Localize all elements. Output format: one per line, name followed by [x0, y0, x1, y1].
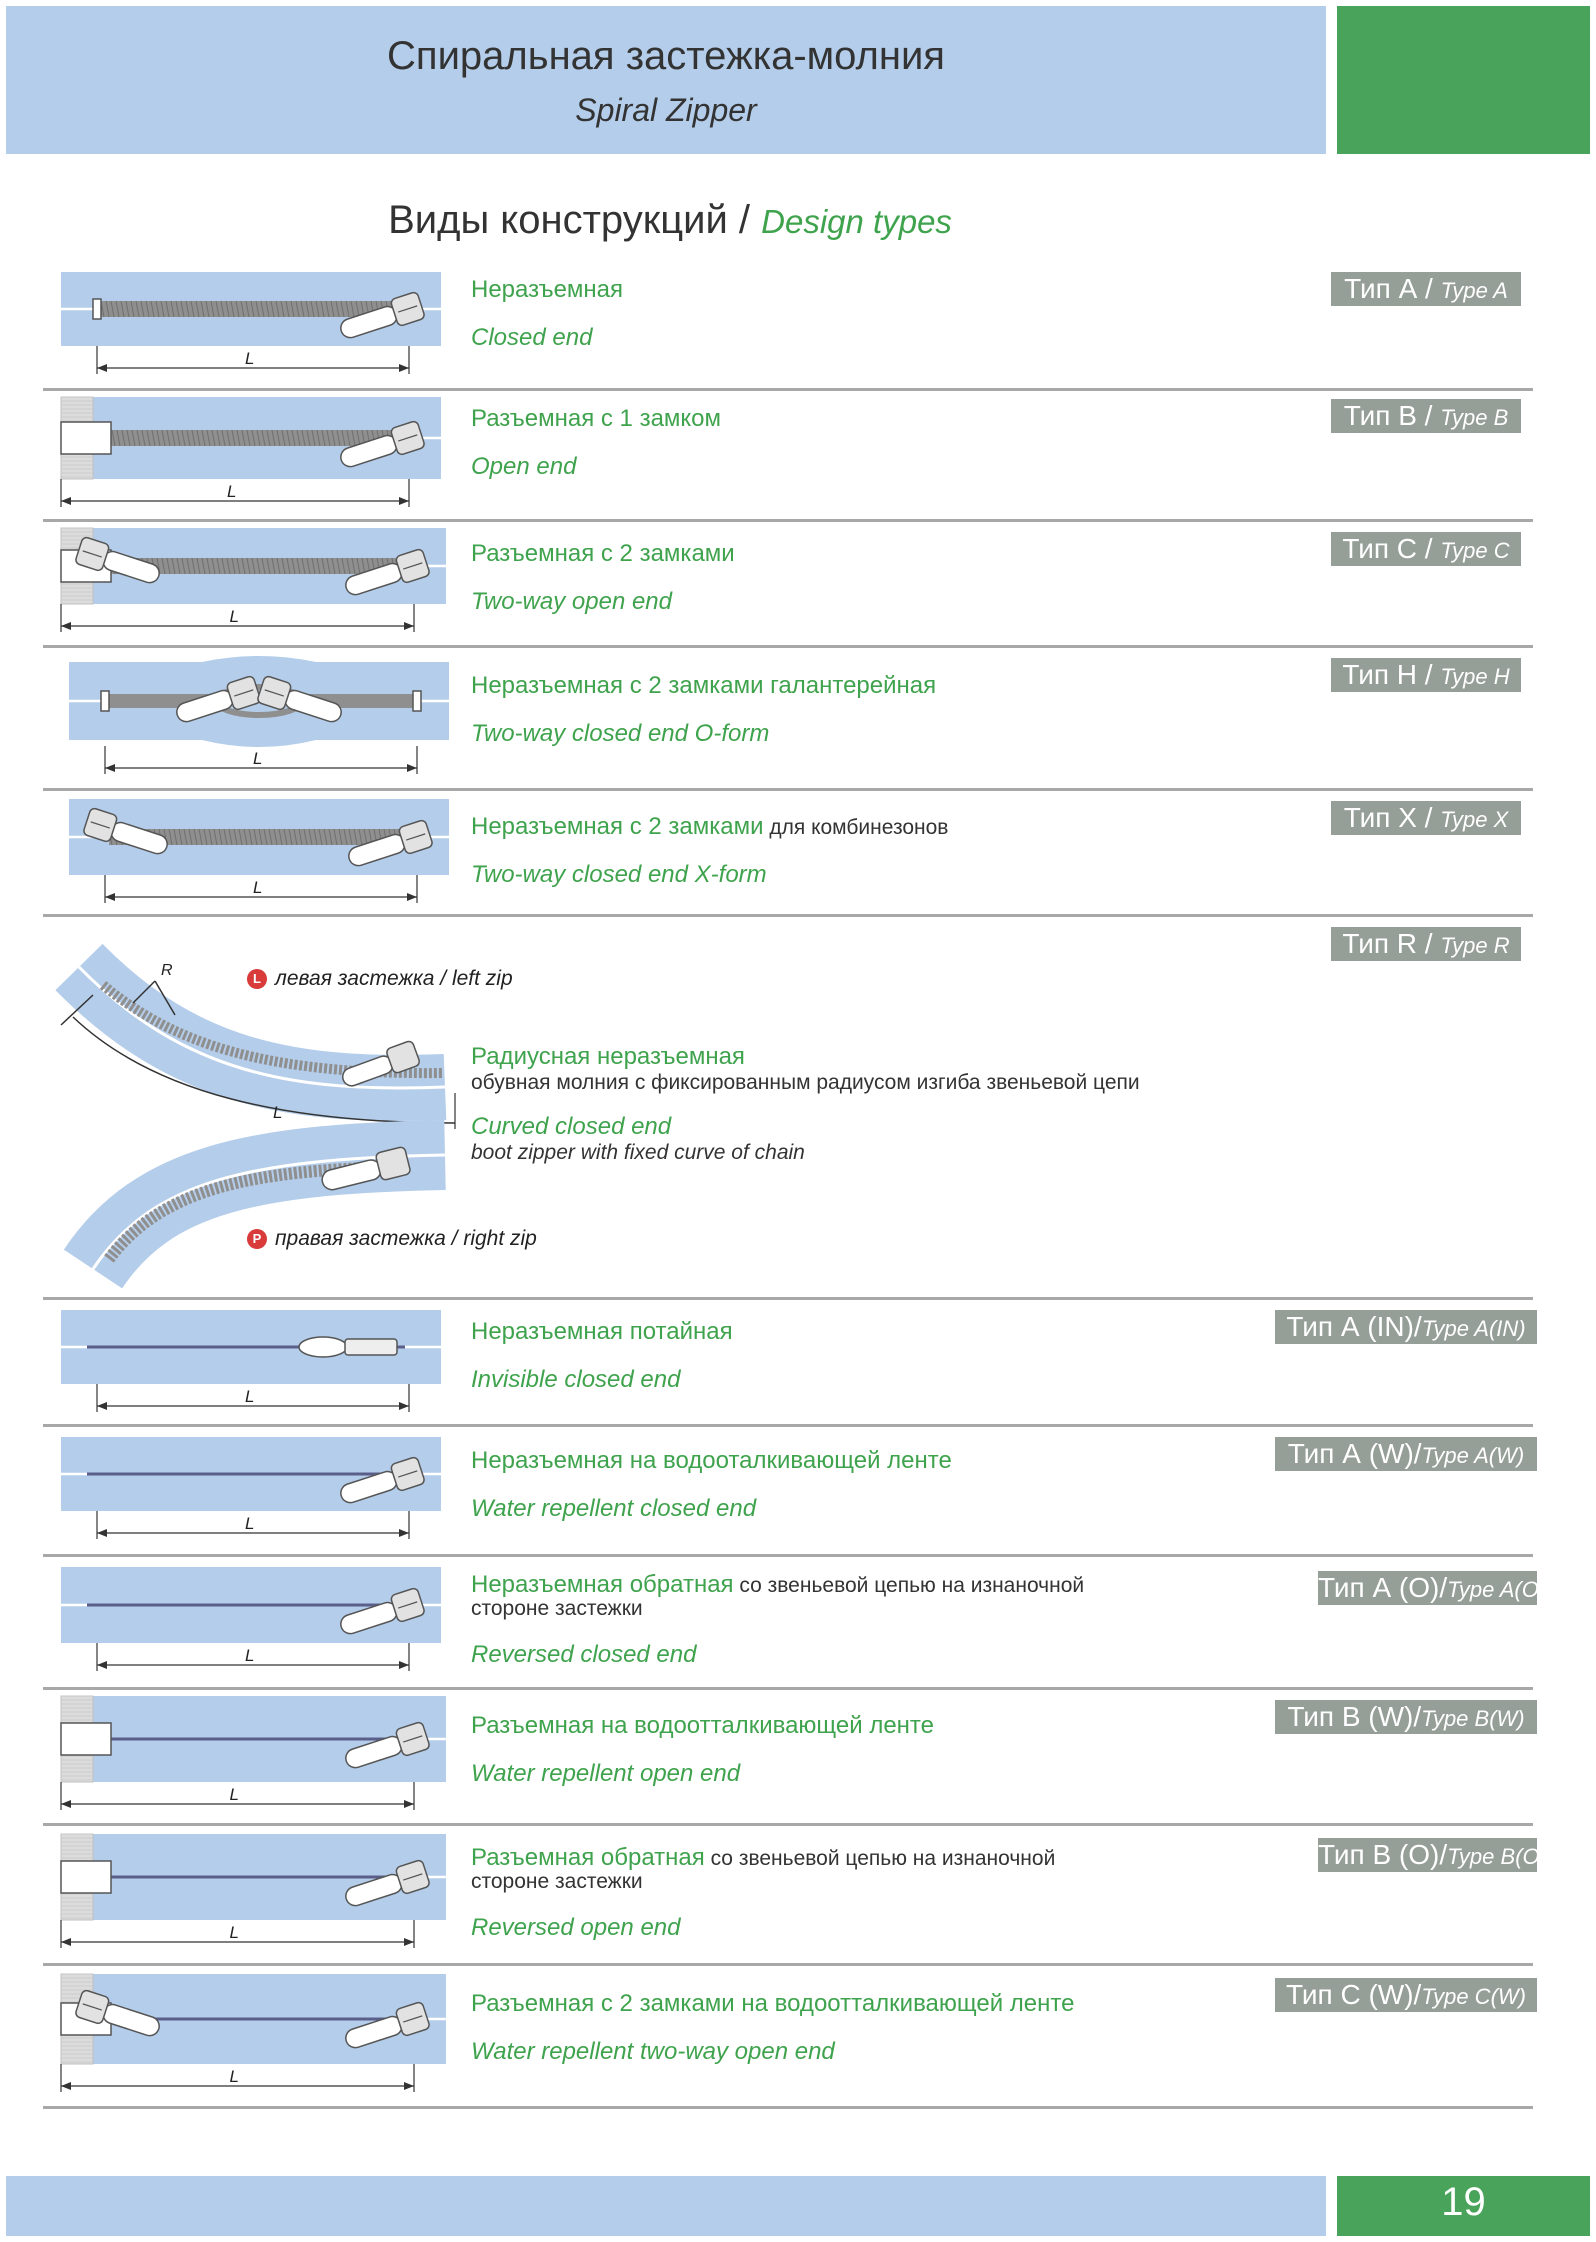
- zipper-diagram: [61, 272, 446, 382]
- dimension-label: L: [229, 1923, 239, 1942]
- zipper-diagram: [61, 1437, 446, 1547]
- right-zip-label: [247, 1227, 537, 1251]
- zipper-diagram: [61, 1834, 451, 1956]
- design-type-a-w: [43, 1427, 1533, 1557]
- type-ru: [471, 813, 948, 841]
- type-ru-main: Неразъемная с 2 замками: [471, 813, 764, 840]
- design-type-a: [43, 260, 1533, 391]
- header-title: Спиральная застежка-молния: [387, 34, 945, 78]
- type-ru: Радиусная неразъемная: [471, 1043, 745, 1070]
- type-ru-line2: стороне застежки: [471, 1597, 643, 1620]
- zipper-diagram: [61, 1310, 446, 1420]
- badge-ru: Тип С (W)/: [1285, 1979, 1422, 2010]
- dimension-label: L: [245, 1646, 255, 1665]
- dimension-label: L: [245, 1387, 255, 1406]
- type-en: Open end: [471, 453, 577, 480]
- badge-ru: Тип С /: [1342, 533, 1441, 564]
- type-ru-description: обувная молния с фиксированным радиусом изгиба звеньевой цепи: [471, 1071, 1140, 1094]
- type-en-description: boot zipper with fixed curve of chain: [471, 1141, 805, 1164]
- badge-en: Type C(W): [1421, 1984, 1526, 2009]
- dimension-label: L: [273, 1103, 283, 1122]
- zipper-diagram: [69, 799, 454, 911]
- left-zip-text: левая застежка / left zip: [275, 967, 513, 990]
- zipper-diagram: [61, 528, 451, 640]
- section-title-en: Design types: [761, 203, 952, 240]
- design-type-a-o: [43, 1557, 1547, 1690]
- dimension-label: L: [253, 878, 263, 897]
- footer-band: [6, 2176, 1326, 2236]
- badge-en: Type A(IN): [1421, 1316, 1526, 1341]
- design-type-b-o: [43, 1826, 1547, 1966]
- badge-ru: Тип R /: [1342, 928, 1441, 959]
- type-badge: [1331, 801, 1521, 835]
- design-type-r: [43, 917, 1533, 1300]
- badge-ru: Тип В (О)/: [1318, 1839, 1448, 1870]
- type-badge: [1275, 1978, 1537, 2012]
- design-type-b: [43, 391, 1533, 522]
- type-badge: [1331, 532, 1521, 566]
- type-ru-extra: для комбинезонов: [763, 816, 949, 839]
- zipper-diagram: [61, 1696, 451, 1818]
- type-ru: Разъемная на водоотталкивающей ленте: [471, 1712, 934, 1739]
- type-badge: [1275, 1437, 1537, 1471]
- badge-ru: Тип А (W)/: [1287, 1438, 1422, 1469]
- badge-ru: Тип Х /: [1343, 802, 1441, 833]
- badge-en: Type B(O): [1447, 1844, 1547, 1869]
- type-en: Two-way closed end O-form: [471, 720, 770, 747]
- type-en: Reversed closed end: [471, 1641, 697, 1668]
- badge-ru: Тип В /: [1343, 400, 1441, 431]
- badge-en: Type X: [1440, 807, 1509, 832]
- badge-en: Type C: [1440, 538, 1510, 563]
- type-ru-main: Разъемная обратная: [471, 1844, 705, 1871]
- badge-ru: Тип В (W)/: [1287, 1701, 1422, 1732]
- badge-en: Type B: [1440, 405, 1509, 430]
- zipper-diagram: [69, 656, 454, 782]
- design-type-b-w: [43, 1690, 1533, 1826]
- badge-ru: Тип А (О)/: [1318, 1572, 1448, 1603]
- section-title: [0, 198, 1340, 243]
- type-badge: [1275, 1700, 1537, 1734]
- dimension-label: L: [253, 749, 263, 768]
- curved-zipper-left: [63, 923, 483, 1123]
- type-en: Two-way open end: [471, 588, 672, 615]
- header-subtitle: Spiral Zipper: [575, 92, 757, 128]
- dimension-label: L: [229, 607, 239, 626]
- type-ru: Неразъемная потайная: [471, 1318, 733, 1345]
- type-en: Water repellent closed end: [471, 1495, 757, 1522]
- type-ru-line2: стороне застежки: [471, 1870, 643, 1893]
- type-ru: [471, 1571, 1084, 1599]
- left-zip-marker: L: [247, 969, 267, 989]
- page-number: 19: [1441, 2180, 1486, 2224]
- badge-en: Type H: [1440, 664, 1510, 689]
- type-ru: Разъемная с 2 замками: [471, 540, 735, 567]
- badge-en: Type A: [1440, 278, 1508, 303]
- type-ru: Неразъемная на водооталкивающей ленте: [471, 1447, 952, 1474]
- dimension-label: L: [245, 349, 255, 368]
- type-ru-extra: со звеньевой цепью на изнаночной: [704, 1847, 1056, 1870]
- dimension-label: L: [229, 1785, 239, 1804]
- section-title-separator: /: [727, 198, 762, 242]
- type-en: Curved closed end: [471, 1113, 672, 1140]
- type-en: Invisible closed end: [471, 1366, 681, 1393]
- badge-en: Type R: [1440, 933, 1510, 958]
- type-ru: Неразъемная с 2 замками галантерейная: [471, 672, 937, 699]
- type-badge: [1331, 399, 1521, 433]
- type-badge: [1275, 1310, 1537, 1344]
- type-ru: Разъемная с 1 замком: [471, 405, 722, 432]
- design-type-h: [43, 648, 1533, 791]
- zipper-diagram: [61, 397, 446, 515]
- type-ru: Неразъемная: [471, 276, 624, 303]
- badge-ru: Тип А (IN)/: [1286, 1311, 1422, 1342]
- right-zip-text: правая застежка / right zip: [275, 1227, 537, 1250]
- type-badge: [1331, 927, 1521, 961]
- design-type-a-in: [43, 1300, 1533, 1427]
- type-ru-extra: со звеньевой цепью на изнаночной: [733, 1574, 1085, 1597]
- type-en: Closed end: [471, 324, 593, 351]
- type-en: Water repellent open end: [471, 1760, 741, 1787]
- type-badge: [1318, 1571, 1547, 1605]
- header-band: [6, 6, 1326, 154]
- type-en: Reversed open end: [471, 1914, 681, 1941]
- badge-en: Type A(O): [1447, 1577, 1547, 1602]
- design-type-x: [43, 791, 1533, 917]
- dimension-label: L: [245, 1514, 255, 1533]
- badge-en: Type A(W): [1421, 1443, 1525, 1468]
- badge-ru: Тип А /: [1344, 273, 1441, 304]
- type-ru-main: Неразъемная обратная: [471, 1571, 734, 1598]
- type-en: Two-way closed end X-form: [471, 861, 767, 888]
- zipper-diagram: [61, 1567, 446, 1679]
- zipper-diagram: [61, 1974, 451, 2100]
- badge-ru: Тип Н /: [1342, 659, 1441, 690]
- radius-label: R: [161, 962, 173, 979]
- design-type-c-w: [43, 1966, 1533, 2109]
- section-title-ru: Виды конструкций: [388, 198, 728, 242]
- design-type-c: [43, 522, 1533, 648]
- type-badge: [1331, 658, 1521, 692]
- right-zip-marker: Р: [247, 1229, 267, 1249]
- type-ru: [471, 1844, 1055, 1872]
- type-en: Water repellent two-way open end: [471, 2038, 835, 2065]
- badge-en: Type B(W): [1421, 1706, 1525, 1731]
- dimension-label: L: [229, 2067, 239, 2086]
- left-zip-label: [247, 967, 513, 991]
- header-accent: [1337, 6, 1590, 154]
- type-badge: [1331, 272, 1521, 306]
- type-badge: [1318, 1838, 1547, 1872]
- dimension-label: L: [227, 482, 237, 501]
- type-ru: Разъемная с 2 замками на водоотталкивающей ленте: [471, 1990, 1075, 2017]
- curved-zipper-right: [63, 1129, 483, 1279]
